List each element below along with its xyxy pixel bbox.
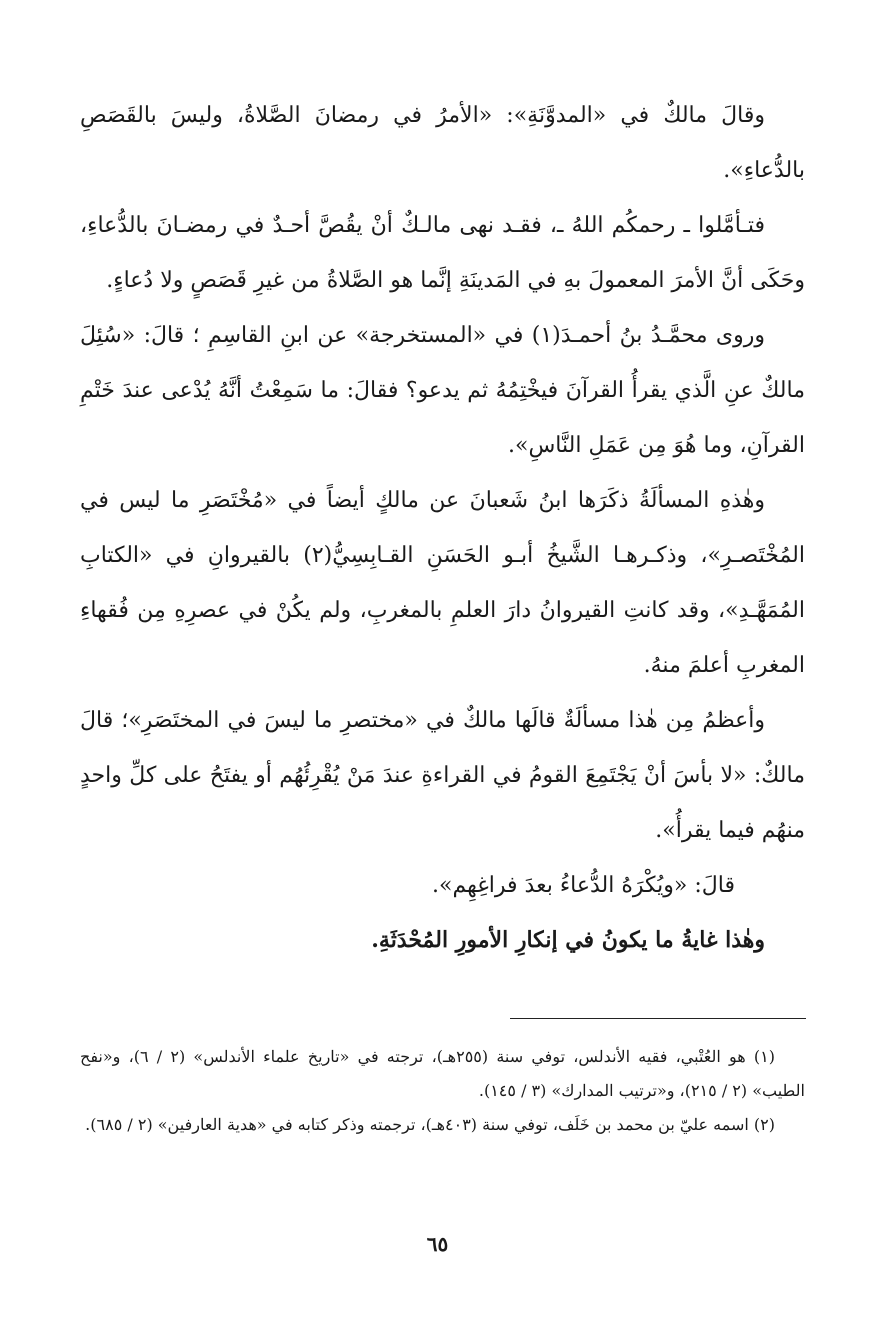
paragraph-1: وقالَ مالكٌ في «المدوَّنَةِ»: «الأمرُ في رمضانَ الصَّلاةُ، وليسَ بالقَصَصِ بالدُّعاءِ». [80,103,805,183]
footnote-1: (١) هو العُتْبي، فقيه الأندلس، توفي سنة (٢٥٥هـ)، ترجته في «تاريخ علماء الأندلس» (٢ / ٦)، و«نفح الطيب» (٢ / ٢١٥)، و«ترتيب المدارك» (٣ / ١٤٥). [80,1047,805,1100]
footnote-divider [510,1018,806,1019]
paragraph-7-conclusion: وهٰذا غايةُ ما يكونُ في إنكارِ الأمورِ المُحْدَثَةِ. [371,927,765,953]
paragraph-4: وهٰذهِ المسألَةُ ذكَرَها ابنُ شَعبانَ عن مالكٍ أيضاً في «مُخْتَصَرِ ما ليس في المُخْتَصـرِ»، وذكـرهـا الشَّيخُ أبـو الحَسَنِ القـابِسِيُّ(٢) بالقيروانِ في «الكتابِ المُمَهَّـدِ»، وقد كانتِ القيروانُ دارَ العلمِ بالمغربِ، ولم يكُنْ في عصرِهِ مِن فُقهاءِ المغربِ أعلمَ منهُ. [80,488,805,678]
paragraph-5: وأعظمُ مِن هٰذا مسألَةٌ قالَها مالكٌ في «مختصرِ ما ليسَ في المختَصَرِ»؛ قالَ مالكٌ: «لا بأسَ أنْ يَجْتَمِعَ القومُ في القراءةِ عندَ مَنْ يُقْرِئُهُم أو يفتَحُ على كلِّ واحدٍ منهُم فيما يقرأُ». [80,708,805,843]
main-text [80,88,805,968]
paragraph-2: فتـأمَّلوا ـ رحمكُم اللهُ ـ، فقـد نهى مالـكٌ أنْ يقُصَّ أحـدٌ في رمضـانَ بالدُّعاءِ، وحَكَى أنَّ الأمرَ المعمولَ بهِ في المَدينَةِ إنَّما هو الصَّلاةُ من غيرِ قَصَصٍ ولا دُعاءٍ. [80,213,805,293]
footnotes [80,1040,805,1142]
paragraph-3: وروى محمَّـدُ بنُ أحمـدَ(١) في «المستخرجة» عن ابنِ القاسِمِ ؛ قالَ: «سُئِلَ مالكٌ عنِ الَّذي يقرأُ القرآنَ فيخْتِمُهُ ثم يدعو؟ فقالَ: ما سَمِعْتُ أنَّهُ يُدْعى عندَ خَتْمِ القرآنِ، وما هُوَ مِن عَمَلِ النَّاسِ». [80,323,805,458]
page-number: ٦٥ [426,1232,449,1256]
paragraph-6: قالَ: «ويُكْرَهُ الدُّعاءُ بعدَ فراغِهِم». [432,873,735,898]
footnote-2: (٢) اسمه عليّ بن محمد بن خَلَف، توفي سنة (٤٠٣هـ)، ترجمته وذكر كتابه في «هدية العارفين» (٢ / ٦٨٥). [85,1115,775,1134]
